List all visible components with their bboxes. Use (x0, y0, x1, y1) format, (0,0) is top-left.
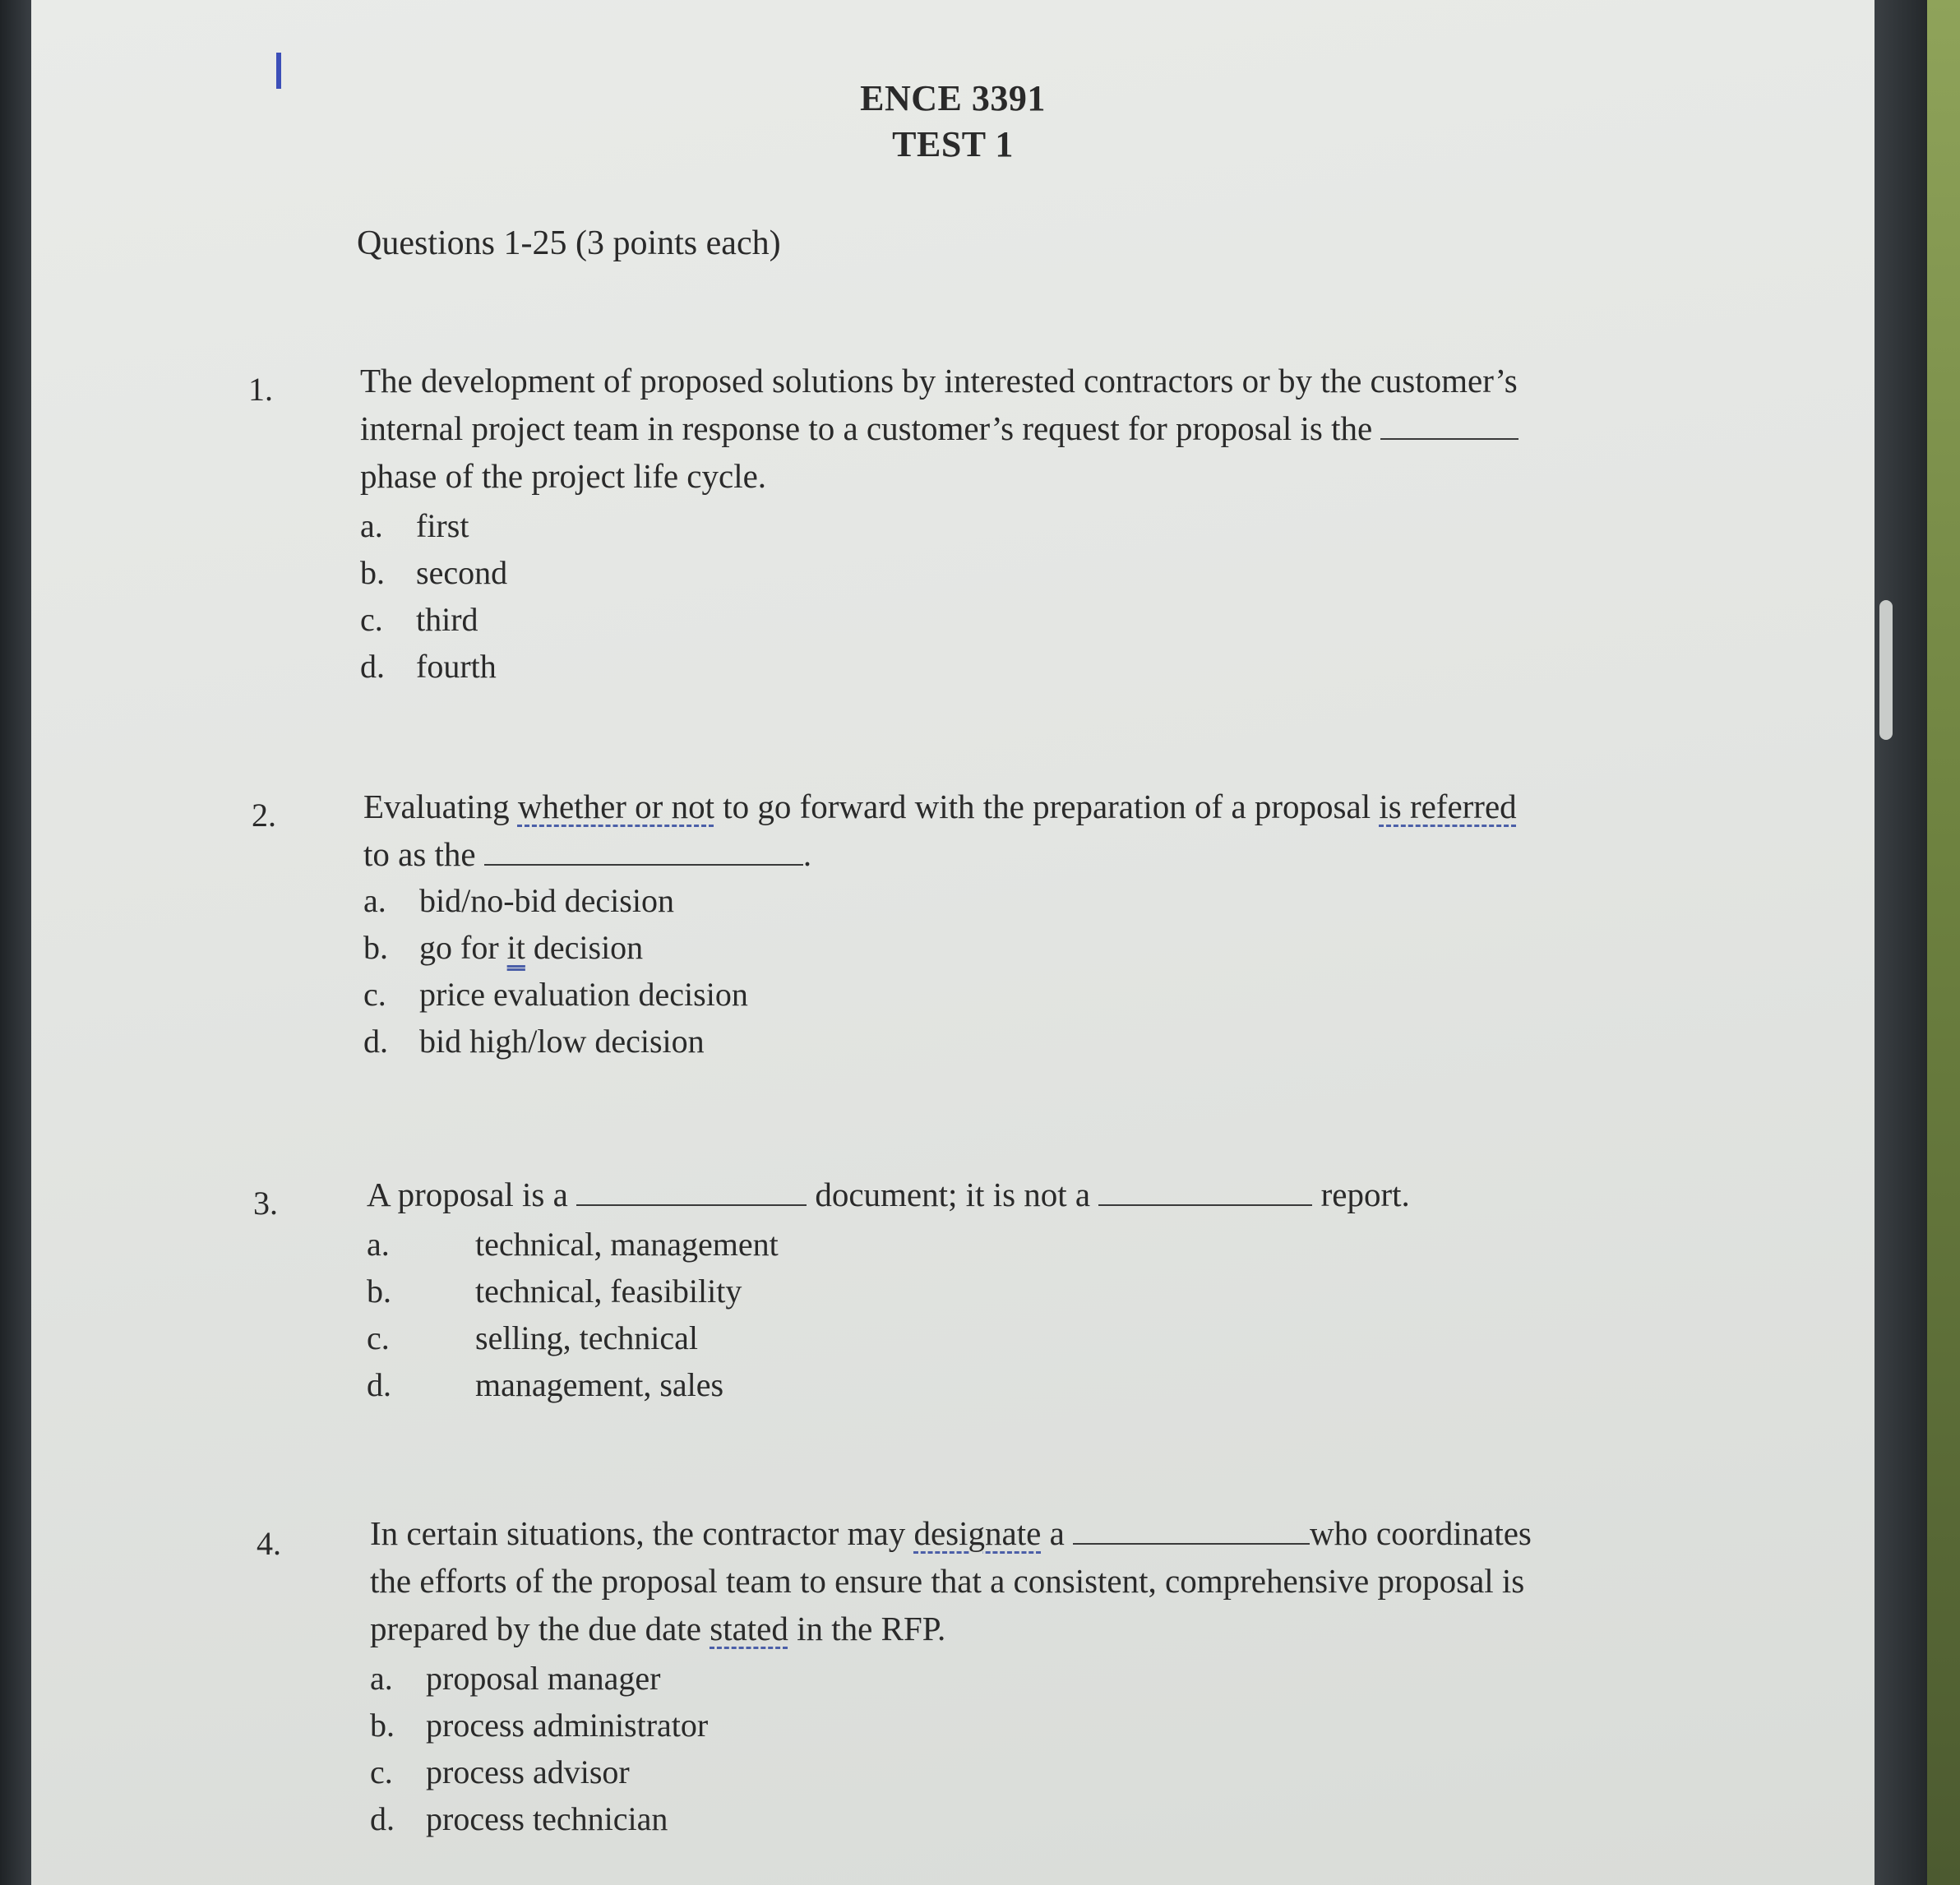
option-c[interactable] (370, 1753, 630, 1791)
answer-blank[interactable] (1098, 1175, 1312, 1206)
section-heading: Questions 1-25 (3 points each) (357, 224, 781, 262)
question-text (360, 357, 1708, 500)
option-b[interactable] (367, 1272, 742, 1310)
option-a[interactable] (363, 881, 674, 920)
question-text-part: in the RFP. (788, 1610, 946, 1647)
question-text-part: who coordinates (1310, 1514, 1532, 1552)
option-letter: d. (370, 1800, 395, 1837)
question-number: 3. (253, 1185, 278, 1222)
test-title: TEST 1 (892, 124, 1014, 164)
answer-blank[interactable] (484, 834, 803, 866)
option-text: price evaluation decision (419, 976, 748, 1013)
option-text: selling, technical (475, 1319, 699, 1356)
answer-blank[interactable] (1380, 409, 1519, 440)
question-text-part: prepared by the due date (370, 1610, 710, 1647)
option-c[interactable] (363, 975, 748, 1014)
option-text: decision (525, 929, 644, 966)
answer-blank[interactable] (1073, 1513, 1310, 1545)
question-text (363, 783, 1712, 878)
question-number: 1. (248, 371, 273, 408)
option-letter: a. (360, 507, 383, 544)
option-text: management, sales (475, 1366, 724, 1403)
question-text-part: to as the (363, 835, 476, 873)
question-line: the efforts of the proposal team to ensure that a consistent, comprehensive proposal is (370, 1562, 1525, 1600)
option-b[interactable] (360, 553, 507, 592)
option-a[interactable] (370, 1659, 660, 1698)
question-line (367, 1171, 1715, 1218)
question-text-part: report. (1320, 1176, 1410, 1213)
grammar-flagged-text: is referred (1379, 788, 1517, 825)
question-line (363, 783, 1712, 830)
scrollbar-thumb[interactable] (1879, 600, 1893, 740)
option-letter: d. (363, 1023, 388, 1060)
course-title: ENCE 3391 (860, 78, 1046, 118)
option-text: go for (419, 929, 507, 966)
question-line (360, 404, 1708, 452)
option-letter: a. (367, 1226, 390, 1263)
document-page (31, 0, 1874, 1885)
option-text: second (416, 554, 508, 591)
option-text: process advisor (426, 1753, 630, 1790)
option-letter: b. (360, 554, 385, 591)
question-text-part: . (802, 835, 812, 873)
monitor-bezel-left (0, 0, 31, 1885)
question-line (370, 1605, 1718, 1652)
option-letter: c. (367, 1319, 390, 1356)
option-text: bid/no-bid decision (419, 882, 674, 919)
question-number: 4. (257, 1525, 281, 1562)
question-text-part: Evaluating (363, 788, 518, 825)
question-text-part: A proposal is a (367, 1176, 568, 1213)
option-a[interactable] (360, 506, 469, 545)
option-letter: b. (367, 1273, 391, 1310)
option-text: technical, management (475, 1226, 779, 1263)
option-d[interactable] (363, 1022, 705, 1060)
question-line (363, 830, 1712, 878)
option-text: proposal manager (426, 1660, 661, 1697)
option-letter: c. (370, 1753, 393, 1790)
question-number: 2. (252, 797, 276, 834)
question-text-part: In certain situations, the contractor may (370, 1514, 914, 1552)
grammar-flagged-text: designate (913, 1514, 1042, 1552)
question-text-part: to go forward with the preparation of a proposal (714, 788, 1380, 825)
option-b[interactable] (363, 928, 643, 967)
option-d[interactable] (367, 1365, 723, 1404)
option-text: process technician (426, 1800, 668, 1837)
option-letter: d. (367, 1366, 391, 1403)
option-text: technical, feasibility (475, 1273, 742, 1310)
question-text (370, 1509, 1718, 1652)
option-letter: c. (363, 976, 386, 1013)
option-text: third (416, 601, 478, 638)
option-c[interactable] (360, 600, 478, 639)
option-letter: b. (363, 929, 388, 966)
option-d[interactable] (370, 1800, 668, 1838)
option-letter: d. (360, 648, 385, 685)
question-text (367, 1171, 1715, 1218)
grammar-flagged-text: it (506, 929, 525, 966)
question-line: The development of proposed solutions by interested contractors or by the customer’s (360, 362, 1518, 400)
option-letter: b. (370, 1707, 395, 1744)
grammar-flagged-text: stated (710, 1610, 788, 1647)
question-text-part: a (1041, 1514, 1065, 1552)
question-line-text: internal project team in response to a customer’s request for proposal is the (360, 409, 1373, 447)
option-text: bid high/low decision (419, 1023, 705, 1060)
option-text: fourth (416, 648, 497, 685)
monitor-bezel-right (1874, 0, 1927, 1885)
option-letter: a. (370, 1660, 393, 1697)
question-line: phase of the project life cycle. (360, 457, 767, 495)
background-edge (1927, 0, 1960, 1885)
question-text-part: document; it is not a (815, 1176, 1091, 1213)
option-b[interactable] (370, 1706, 708, 1744)
option-letter: a. (363, 882, 386, 919)
option-text: process administrator (426, 1707, 709, 1744)
option-text: first (416, 507, 469, 544)
answer-blank[interactable] (576, 1175, 807, 1206)
option-c[interactable] (367, 1319, 698, 1357)
question-line (370, 1509, 1718, 1557)
grammar-flagged-text: whether or not (517, 788, 714, 825)
option-a[interactable] (367, 1225, 779, 1264)
option-letter: c. (360, 601, 383, 638)
option-d[interactable] (360, 647, 497, 686)
